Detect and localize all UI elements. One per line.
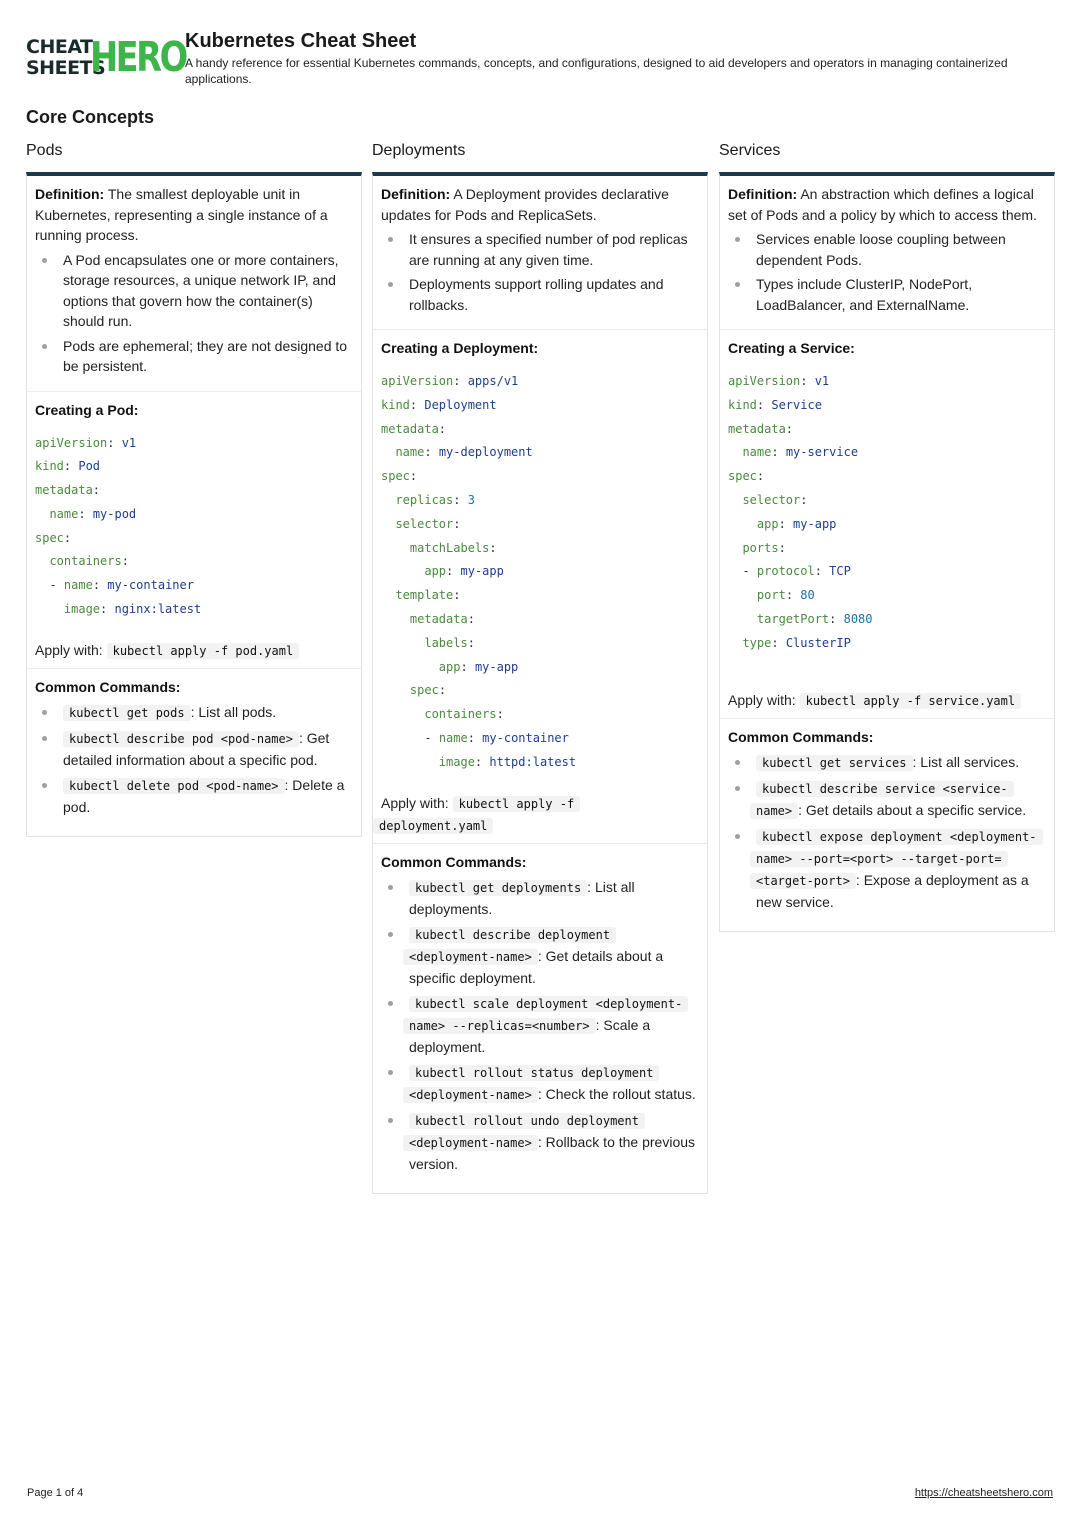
definition-label: Definition:: [381, 186, 451, 202]
logo-hero-text: HERO: [90, 33, 186, 81]
commands-label: Common Commands:: [35, 678, 181, 695]
services-title: Services: [719, 142, 781, 159]
apply-command[interactable]: kubectl apply -f: [453, 796, 581, 812]
cheatsheets-hero-logo[interactable]: [26, 33, 186, 81]
command-code[interactable]: kubectl delete pod <pod-name>: [63, 778, 285, 794]
command-code[interactable]: name>: [750, 803, 798, 819]
create-deployment-label: Creating a Deployment:: [381, 340, 539, 356]
command-code[interactable]: kubectl get services: [756, 755, 913, 771]
list-item: Pods are ephemeral; they are not designed to be persistent.: [63, 336, 353, 377]
pods-title: Pods: [26, 142, 63, 159]
deployments-bullets: [381, 229, 699, 315]
definition-text: The smallest deployable unit in Kubernetes, representing a single instance of a running process.: [35, 186, 328, 243]
service-yaml-code: apiVersion: v1 kind: Service metadata: name: my-service spec: selector: app: my-app ports: - protocol: TCP port: 80 targetPort: 8080 type: ClusterIP: [728, 374, 873, 650]
pods-apply: [27, 626, 361, 669]
logo-cheat-text: CHEAT: [26, 36, 93, 58]
apply-command-cont[interactable]: deployment.yaml: [373, 818, 493, 834]
command-code[interactable]: name> --port=<port> --target-port=: [750, 851, 1008, 867]
command-code[interactable]: kubectl describe deployment: [409, 927, 616, 943]
definition-text: A Deployment provides declarative updates for Pods and ReplicaSets.: [381, 186, 669, 223]
command-code[interactable]: <deployment-name>: [403, 949, 538, 965]
list-item: kubectl scale deployment <deployment- name> --replicas=<number> : Scale a deployment.: [409, 993, 699, 1058]
list-item: Services enable loose coupling between dependent Pods.: [756, 229, 1046, 270]
definition-label: Definition:: [728, 186, 798, 202]
command-code[interactable]: kubectl expose deployment <deployment-: [756, 829, 1043, 845]
list-item: kubectl describe pod <pod-name> : Get detailed information about a specific pod.: [63, 728, 353, 771]
services-card: [719, 172, 1055, 932]
list-item: kubectl rollout status deployment <deployment-name> : Check the rollout status.: [409, 1062, 699, 1106]
list-item: It ensures a specified number of pod replicas are running at any given time.: [409, 229, 699, 270]
deployments-apply: [373, 779, 707, 844]
services-bullets: [728, 229, 1046, 315]
deployments-commands: [373, 844, 707, 1193]
commands-label: Common Commands:: [381, 853, 527, 870]
commands-label: Common Commands:: [728, 728, 874, 745]
deployments-definition-block: [373, 176, 707, 330]
services-commands: [720, 719, 1054, 931]
list-item: kubectl expose deployment <deployment- name> --port=<port> --target-port= <target-port> : Expose a deployment as a new service.: [756, 826, 1046, 913]
pods-bullets: [35, 250, 353, 377]
command-code[interactable]: kubectl scale deployment <deployment-: [409, 996, 688, 1012]
list-item: kubectl get deployments : List all deployments.: [409, 877, 699, 920]
apply-label: Apply with:: [381, 794, 449, 811]
services-apply: [720, 660, 1054, 719]
list-item: kubectl describe service <service- name> : Get details about a specific service.: [756, 778, 1046, 822]
page-subtitle: A handy reference for essential Kubernetes commands, concepts, and configurations, designed to aid developers and operators in managing containerized applications.: [185, 56, 1008, 86]
command-code[interactable]: kubectl describe pod <pod-name>: [63, 731, 299, 747]
page-title: Kubernetes Cheat Sheet: [185, 30, 417, 52]
create-service-label: Creating a Service:: [728, 340, 855, 356]
section-title: Core Concepts: [26, 107, 155, 127]
command-code[interactable]: kubectl get pods: [63, 705, 191, 721]
apply-label: Apply with:: [728, 691, 796, 708]
command-code[interactable]: kubectl rollout undo deployment: [409, 1113, 645, 1129]
pods-card: [26, 172, 362, 837]
site-link[interactable]: https://cheatsheetshero.com: [914, 1487, 1053, 1499]
list-item: kubectl get pods : List all pods.: [63, 702, 353, 724]
command-code[interactable]: kubectl get deployments: [409, 880, 587, 896]
services-definition-block: [720, 176, 1054, 330]
command-code[interactable]: <deployment-name>: [403, 1135, 538, 1151]
apply-command[interactable]: kubectl apply -f pod.yaml: [107, 643, 300, 659]
list-item: kubectl delete pod <pod-name> : Delete a pod.: [63, 775, 353, 818]
command-code[interactable]: <target-port>: [750, 873, 856, 889]
deployment-yaml-code: apiVersion: apps/v1 kind: Deployment metadata: name: my-deployment spec: replicas: 3 selector: matchLabels: app: my-app template: metadata: labels: app: my-app spec: containers: - name: my-container image: httpd:latest: [381, 374, 577, 769]
apply-command[interactable]: kubectl apply -f service.yaml: [800, 693, 1022, 709]
pods-commands: [27, 669, 361, 836]
deployments-card: [372, 172, 708, 1194]
pods-definition-block: [27, 176, 361, 392]
pod-yaml-code: apiVersion: v1 kind: Pod metadata: name: my-pod spec: containers: - name: my-container image: nginx:latest: [35, 435, 202, 617]
list-item: kubectl get services : List all services.: [756, 752, 1046, 774]
command-code[interactable]: kubectl describe service <service-: [756, 781, 1014, 797]
create-pod-label: Creating a Pod:: [35, 401, 139, 418]
deployments-title: Deployments: [372, 142, 466, 159]
list-item: A Pod encapsulates one or more containers, storage resources, a unique network IP, and options that govern how the container(s) should run.: [63, 250, 353, 332]
list-item: kubectl describe deployment <deployment-name> : Get details about a specific deployment.: [409, 924, 699, 989]
command-code[interactable]: kubectl rollout status deployment: [409, 1065, 659, 1081]
logo-sheets-text: SHEETS: [26, 57, 106, 79]
command-code[interactable]: name> --replicas=<number>: [403, 1018, 596, 1034]
list-item: kubectl rollout undo deployment <deployment-name> : Rollback to the previous version.: [409, 1110, 699, 1175]
page-number: Page 1 of 4: [27, 1487, 84, 1499]
command-code[interactable]: <deployment-name>: [403, 1087, 538, 1103]
apply-label: Apply with:: [35, 641, 103, 658]
definition-label: Definition:: [35, 186, 105, 202]
list-item: Deployments support rolling updates and rollbacks.: [409, 274, 699, 315]
definition-text: An abstraction which defines a logical set of Pods and a policy by which to access them.: [728, 186, 1037, 223]
list-item: Types include ClusterIP, NodePort, LoadBalancer, and ExternalName.: [756, 274, 1046, 315]
page-header: [26, 30, 1056, 90]
